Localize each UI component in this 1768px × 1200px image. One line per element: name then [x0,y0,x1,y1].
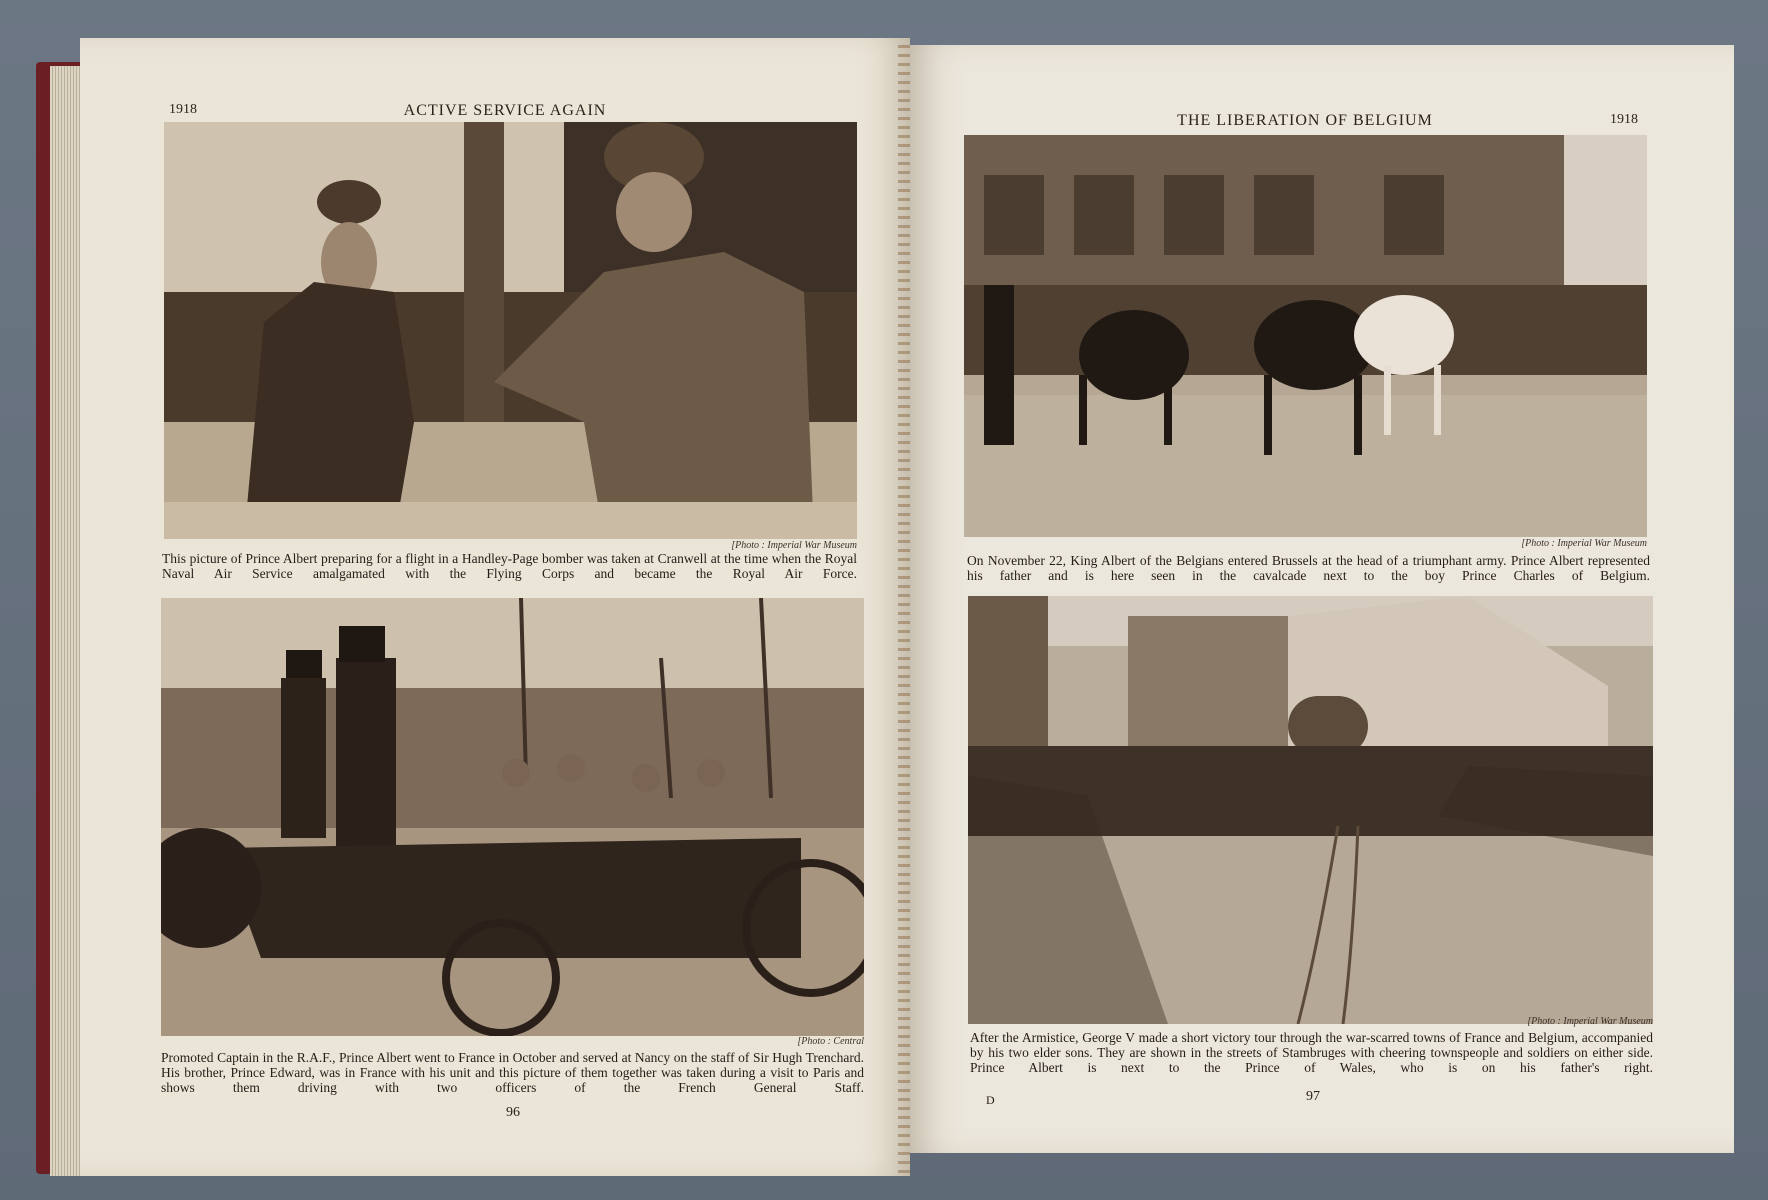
photo-credit: [Photo : Imperial War Museum [1521,538,1647,549]
photo-caption: This picture of Prince Albert preparing for a flight in a Handley-Page bomber was taken at Cranwell at the time when the Royal Naval Air Service amalgamated with the Flying Corps and became the Royal Air Force. [162,551,857,581]
photo-stambruges-street [968,596,1653,1024]
left-running-head: ACTIVE SERVICE AGAIN [403,102,607,119]
photo-credit: [Photo : Central [797,1036,864,1047]
photo-caption: After the Armistice, George V made a short victory tour through the war-scarred towns of France and Belgium, accompanied by his two elder sons. They are shown in the streets of Stambruges with cheering townspeople and soldiers on either side. Prince Albert is next to the Prince of Wales, who is on his father's right. [970,1030,1653,1075]
right-running-head: THE LIBERATION OF BELGIUM [1177,112,1433,129]
photo-credit: [Photo : Imperial War Museum [1527,1016,1653,1027]
page-number: 96 [506,1105,520,1120]
right-year: 1918 [1610,112,1638,127]
photo-credit: [Photo : Imperial War Museum [731,540,857,551]
signature-mark: D [986,1093,995,1107]
photo-caption: On November 22, King Albert of the Belgians entered Brussels at the head of a triumphant army. Prince Albert represented his father and is here seen in the cavalcade next to the boy Prince Charles of Belgium. [967,553,1650,583]
photo-brussels-cavalcade [964,135,1647,537]
photo-caption: Promoted Captain in the R.A.F., Prince Albert went to France in October and served at Nancy on the staff of Sir Hugh Trenchard. His brother, Prince Edward, was in France with his unit and this picture of them together was taken during a visit to Paris and shows them driving with two officers of the French General Staff. [161,1050,864,1095]
left-year: 1918 [169,102,197,117]
photo-prince-albert-bomber [164,122,857,539]
page-number: 97 [1306,1089,1320,1104]
binding-stitching [898,45,910,1175]
photo-princes-carriage [161,598,864,1036]
